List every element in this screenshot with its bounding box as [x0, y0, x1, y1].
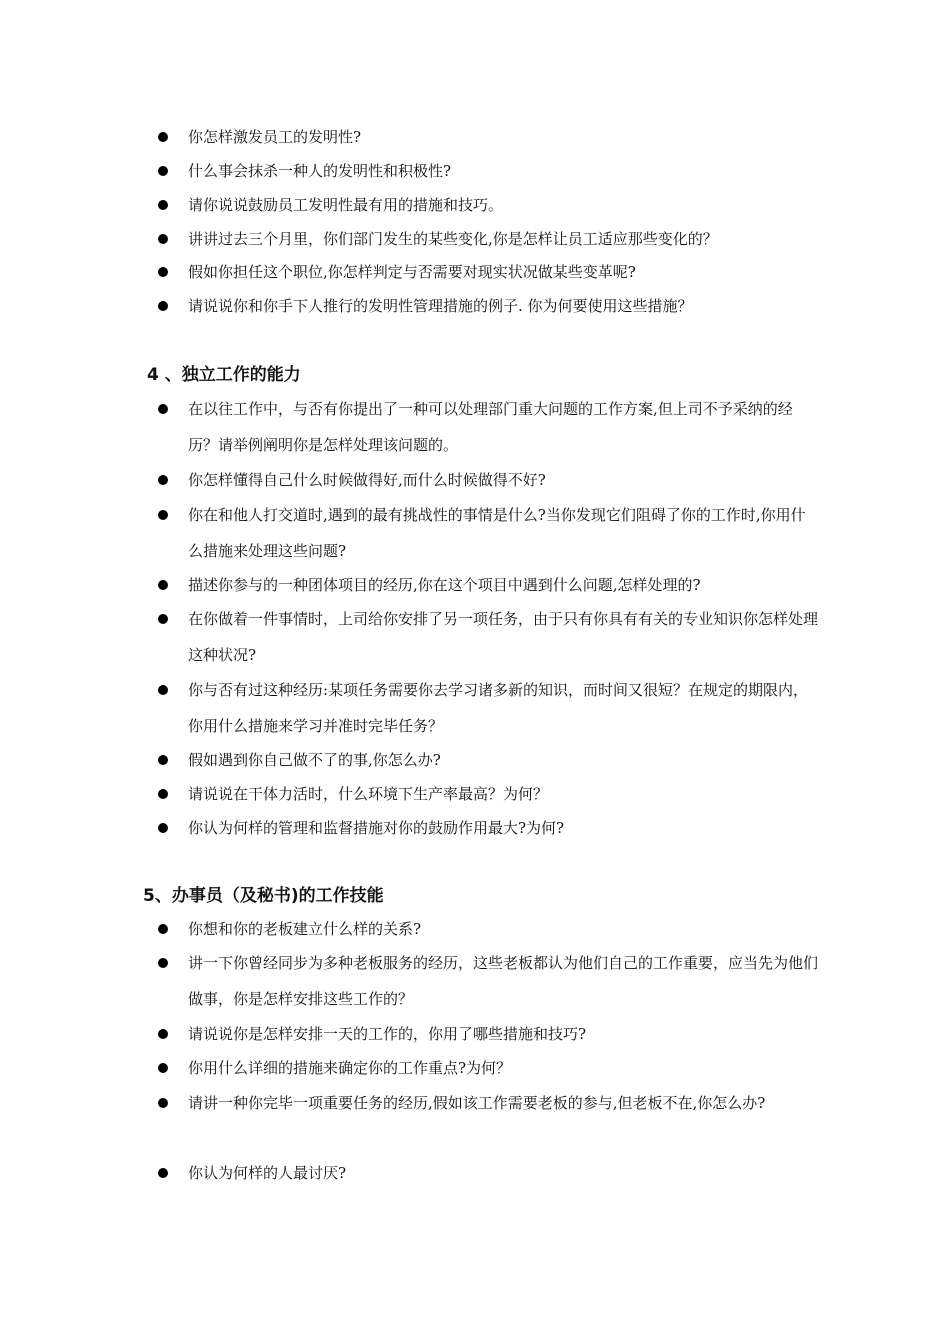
bullet-icon: [158, 301, 168, 311]
bullet-icon: [158, 685, 168, 695]
question-text: 讲一下你曾经同步为多种老板服务的经历，这些老板都认为他们自己的工作重要，应当先为他们做事，你是怎样安排这些工作的？: [188, 954, 819, 1008]
bullet-icon: [158, 580, 168, 590]
question-text: 你认为何样的管理和监督措施对你的鼓励作用最大?为何?: [188, 819, 565, 837]
bullet-icon: [158, 1098, 168, 1108]
bullet-icon: [158, 200, 168, 210]
question-text: 你用什么详细的措施来确定你的工作重点?为何？: [188, 1059, 512, 1077]
question-text: 你与否有过这种经历:某项任务需要你去学习诸多新的知识，而时间又很短？在规定的期限内，你用什么措施来学习并准时完毕任务？: [188, 681, 809, 735]
question-text: 假如你担任这个职位,你怎样判定与否需要对现实状况做某些变革呢?: [188, 263, 636, 281]
bullet-icon: [158, 475, 168, 485]
section-heading: 5、办事员（及秘书)的工作技能: [143, 886, 384, 906]
bullet-icon: [158, 1029, 168, 1039]
question-text: 在你做着一件事情时，上司给你安排了另一项任务，由于只有你具有有关的专业知识你怎样处理这种状况?: [188, 610, 819, 664]
bullet-icon: [158, 958, 168, 968]
question-text: 你在和他人打交道时,遇到的最有挑战性的事情是什么?当你发现它们阻碍了你的工作时,你用什么措施来处理这些问题?: [188, 506, 806, 560]
bullet-icon: [158, 1168, 168, 1178]
bullet-icon: [158, 510, 168, 520]
question-text: 你怎样懂得自己什么时候做得好,而什么时候做得不好?: [188, 471, 546, 489]
question-text: 在以往工作中，与否有你提出了一种可以处理部门重大问题的工作方案,但上司不予采纳的经历？请举例阐明你是怎样处理该问题的。: [188, 400, 793, 454]
bullet-icon: [158, 823, 168, 833]
bullet-icon: [158, 1063, 168, 1073]
question-text: 什么事会抹杀一种人的发明性和积极性?: [188, 162, 452, 180]
bullet-icon: [158, 404, 168, 414]
question-text: 请说说在干体力活时，什么环境下生产率最高？为何？: [188, 785, 549, 803]
question-text: 描述你参与的一种团体项目的经历,你在这个项目中遇到什么问题,怎样处理的?: [188, 576, 701, 594]
question-text: 你认为何样的人最讨厌?: [188, 1164, 347, 1182]
bullet-icon: [158, 755, 168, 765]
question-text: 请说说你是怎样安排一天的工作的，你用了哪些措施和技巧?: [188, 1025, 587, 1043]
question-text: 你怎样激发员工的发明性?: [188, 128, 362, 146]
bullet-icon: [158, 789, 168, 799]
question-text: 请你说说鼓励员工发明性最有用的措施和技巧。: [188, 196, 504, 214]
bullet-icon: [158, 267, 168, 277]
question-text: 你想和你的老板建立什么样的关系?: [188, 920, 422, 938]
question-text: 讲讲过去三个月里，你们部门发生的某些变化,你是怎样让员工适应那些变化的？: [188, 230, 718, 248]
section-heading: 4 、独立工作的能力: [147, 365, 301, 385]
bullet-icon: [158, 924, 168, 934]
question-text: 请讲一种你完毕一项重要任务的经历,假如该工作需要老板的参与,但老板不在,你怎么办?: [188, 1094, 766, 1112]
bullet-icon: [158, 166, 168, 176]
question-text: 假如遇到你自己做不了的事,你怎么办?: [188, 751, 441, 769]
bullet-icon: [158, 132, 168, 142]
bullet-icon: [158, 614, 168, 624]
bullet-icon: [158, 234, 168, 244]
question-text: 请说说你和你手下人推行的发明性管理措施的例子. 你为何要使用这些措施？: [188, 297, 693, 315]
